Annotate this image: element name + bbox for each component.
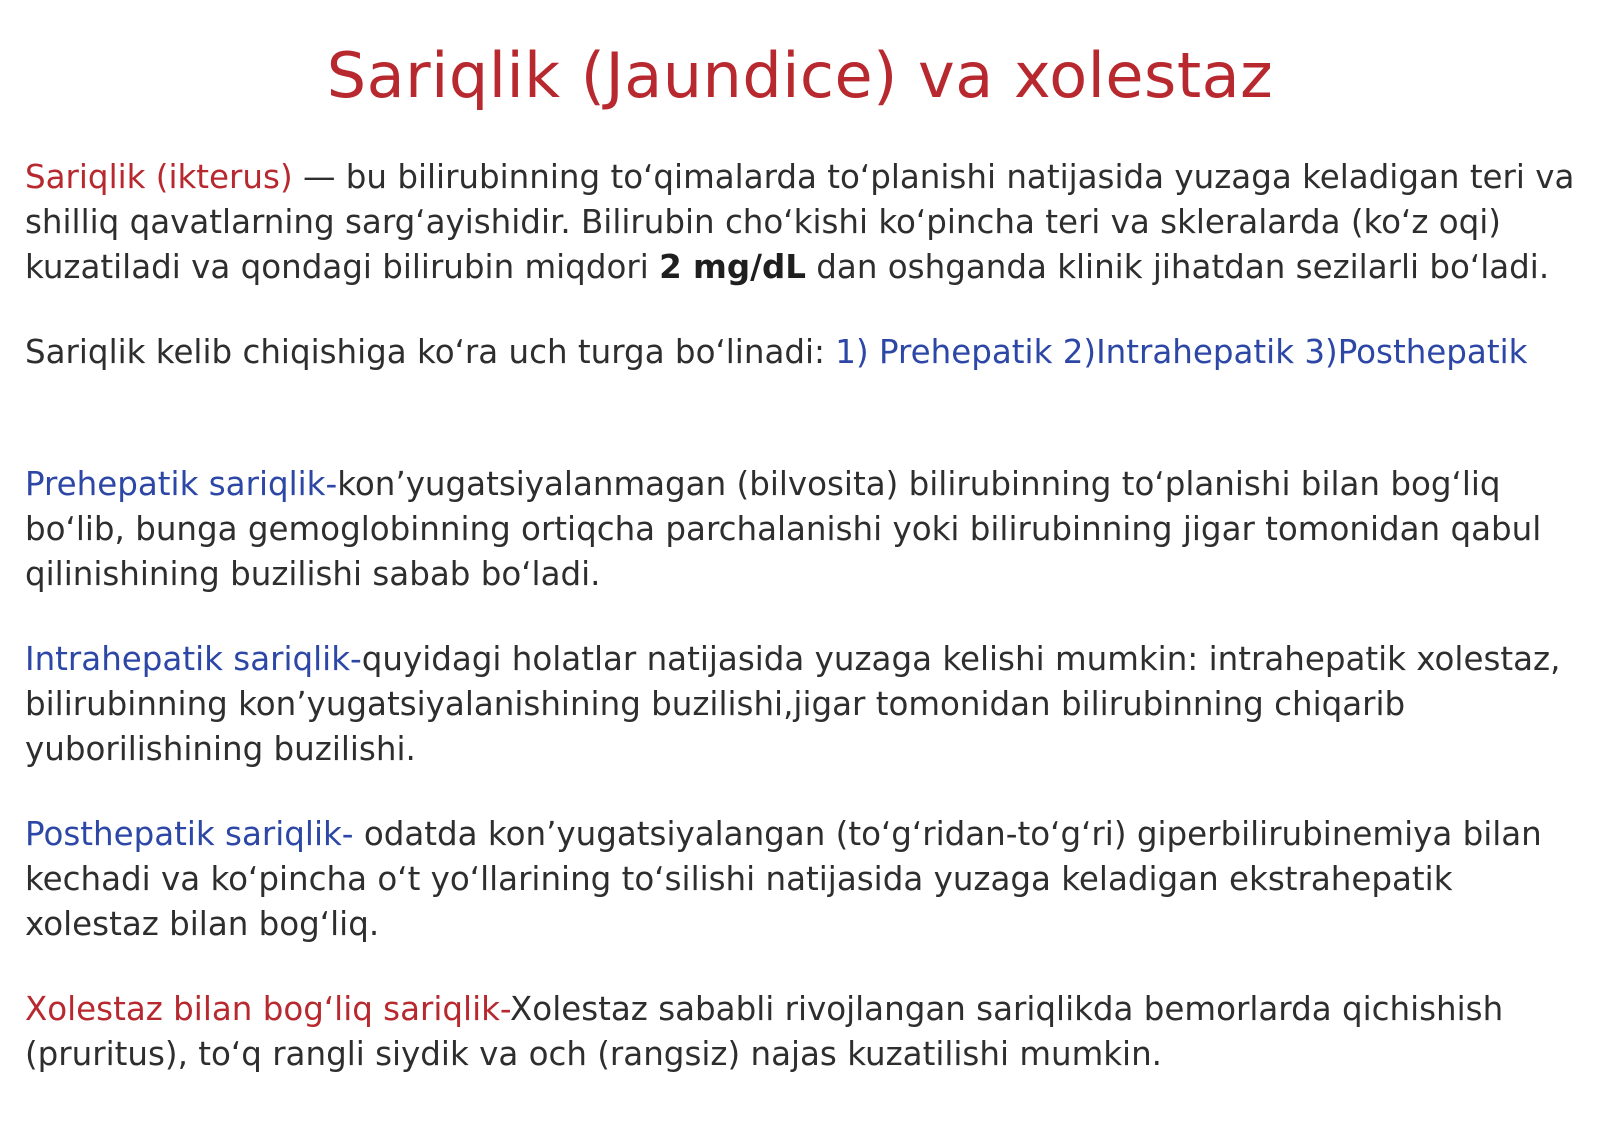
intro-line-3-after: dan oshganda klinik jihatdan sezilarli bo‘ladi. bbox=[805, 248, 1550, 286]
posthepatik-line-1 bbox=[25, 812, 1585, 857]
prehepatik-line-1-text: kon’yugatsiyalanmagan (bilvosita) bilirubinning to‘planishi bilan bog‘liq bbox=[337, 465, 1501, 503]
posthepatik-line-3: xolestaz bilan bog‘liq. bbox=[25, 905, 380, 943]
xolestaz-term: Xolestaz bilan bog‘liq sariqlik- bbox=[25, 990, 511, 1028]
intro-line-1 bbox=[25, 155, 1585, 200]
types-lead: Sariqlik kelib chiqishiga ko‘ra uch turga bo‘linadi: bbox=[25, 333, 836, 371]
intrahepatik-line-3: yuborilishining buzilishi. bbox=[25, 730, 416, 768]
prehepatik-line-1 bbox=[25, 462, 1585, 507]
intro-term: Sariqlik (ikterus) bbox=[25, 158, 293, 196]
intrahepatik-term: Intrahepatik sariqlik- bbox=[25, 640, 362, 678]
types-list: 1) Prehepatik 2)Intrahepatik 3)Posthepatik bbox=[835, 333, 1528, 371]
xolestaz-line-1-text: Xolestaz sababli rivojlangan sariqlikda bemorlarda qichishish bbox=[510, 990, 1504, 1028]
xolestaz-paragraph bbox=[25, 987, 1585, 1077]
prehepatik-line-2: bo‘lib, bunga gemoglobinning ortiqcha parchalanishi yoki bilirubinning jigar tomonidan qabul bbox=[25, 510, 1542, 548]
intro-line-1-text: — bu bilirubinning to‘qimalarda to‘planishi natijasida yuzaga keladigan teri va bbox=[292, 158, 1575, 196]
prehepatik-term: Prehepatik sariqlik- bbox=[25, 465, 338, 503]
intrahepatik-line-2: bilirubinning kon’yugatsiyalanishining buzilishi,jigar tomonidan bilirubinning chiqarib bbox=[25, 685, 1406, 723]
intro-line-2: shilliq qavatlarning sarg‘ayishidir. Bilirubin cho‘kishi ko‘pincha teri va skleralarda (ko‘z oqi) bbox=[25, 203, 1501, 241]
xolestaz-line-1 bbox=[25, 987, 1585, 1032]
types-paragraph bbox=[25, 330, 1585, 375]
intrahepatik-paragraph bbox=[25, 637, 1585, 772]
intrahepatik-line-1 bbox=[25, 637, 1585, 682]
types-line bbox=[25, 330, 1585, 375]
prehepatik-line-3: qilinishining buzilishi sabab bo‘ladi. bbox=[25, 555, 601, 593]
posthepatik-term: Posthepatik sariqlik- bbox=[25, 815, 354, 853]
posthepatik-line-1-text: odatda kon’yugatsiyalangan (to‘g‘ridan-to‘g‘ri) giperbilirubinemiya bilan bbox=[353, 815, 1542, 853]
xolestaz-line-2: (pruritus), to‘q rangli siydik va och (rangsiz) najas kuzatilishi mumkin. bbox=[25, 1035, 1163, 1073]
posthepatik-line-2: kechadi va ko‘pincha o‘t yo‘llarining to‘silishi natijasida yuzaga keladigan ekstrahepatik bbox=[25, 860, 1453, 898]
intro-paragraph bbox=[25, 155, 1585, 290]
prehepatik-paragraph bbox=[25, 462, 1585, 597]
intro-line-3 bbox=[25, 245, 1585, 290]
bilirubin-threshold-value: 2 mg/dL bbox=[659, 248, 806, 286]
page-title: Sariqlik (Jaundice) va xolestaz bbox=[326, 39, 1274, 112]
posthepatik-paragraph bbox=[25, 812, 1585, 947]
intro-line-3-before: kuzatiladi va qondagi bilirubin miqdori bbox=[25, 248, 660, 286]
intrahepatik-line-1-text: quyidagi holatlar natijasida yuzaga kelishi mumkin: intrahepatik xolestaz, bbox=[361, 640, 1561, 678]
